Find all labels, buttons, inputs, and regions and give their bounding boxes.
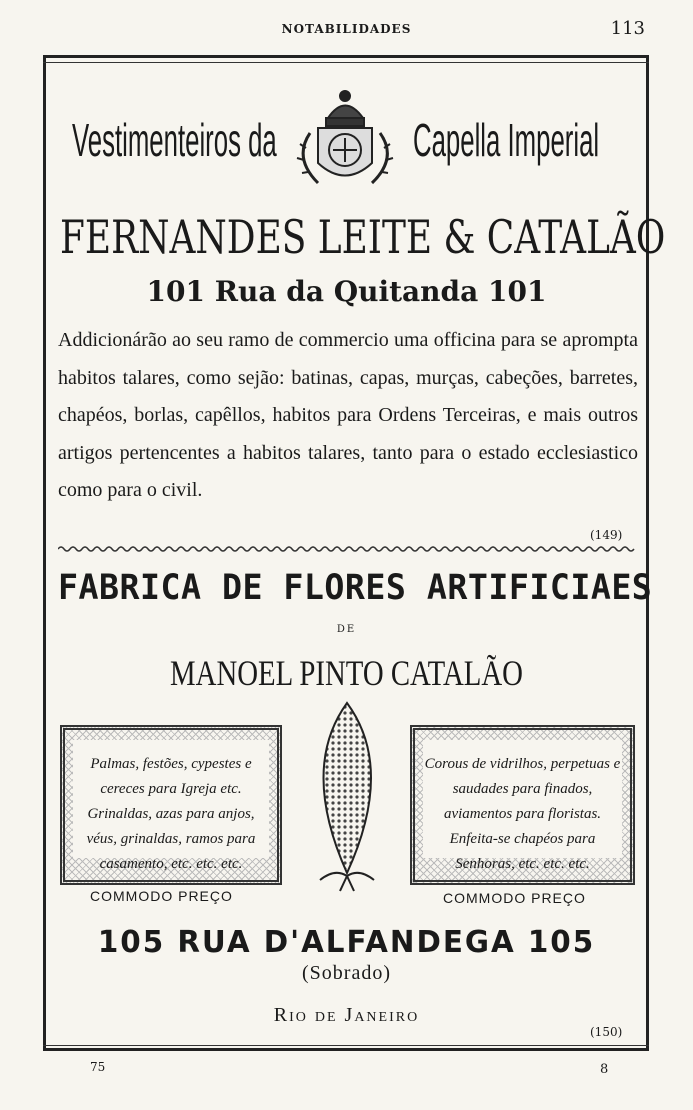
imperial-coat-of-arms-icon <box>288 88 403 198</box>
ad2-sobrado: (Sobrado) <box>302 962 391 984</box>
ad2-heading: FABRICA DE FLORES ARTIFICIAES <box>58 568 653 608</box>
ad2-price-right: COMMODO PREÇO <box>443 890 586 906</box>
frame-inner-rule-bottom <box>43 1045 649 1046</box>
footer-right: 8 <box>600 1062 609 1077</box>
ad1-firm-name: FERNANDES LEITE & CATALÃO <box>60 210 666 264</box>
wavy-divider <box>58 545 636 553</box>
ad2-right-box-inner <box>423 740 622 872</box>
ad2-left-box-inner <box>73 740 269 872</box>
ad2-ref: (150) <box>590 1025 623 1039</box>
ad2-de: DE <box>336 624 357 635</box>
ad2-city: Rio de Janeiro <box>273 1004 420 1026</box>
ad2-price-left: COMMODO PREÇO <box>90 888 233 904</box>
ad1-title-left: Vestimenteiros da <box>72 114 277 166</box>
footer-left: 75 <box>90 1060 106 1074</box>
page-number: 113 <box>610 18 645 39</box>
ad2-address: 105 RUA D'ALFANDEGA 105 <box>97 925 596 960</box>
frame-inner-rule-top <box>43 62 649 63</box>
ad2-left-box <box>60 725 282 885</box>
flower-leaf-ornament-icon <box>300 698 395 893</box>
ad1-body: Addicionárão ao seu ramo de commercio uma officina para se aprompta habitos talares, como sejão: batinas, capas, murças, cabeções, barretes, chapéos, borlas, capêllos, habitos para Ordens Terceiras, e mais outros artigos pertencentes a habitos talares, tanto para o estado ecclesiastico como para o civil. <box>58 329 638 501</box>
ad1-ref: (149) <box>590 528 623 542</box>
ad2-right-box <box>410 725 635 885</box>
ad2-right-box-text: Corous de vidrilhos, perpetuas e saudades para finados, aviamentos para floristas. Enfeita-se chapéos para Senhoras, etc. etc. etc. <box>424 756 621 872</box>
ad1-title-right: Capella Imperial <box>413 114 600 166</box>
ad2-owner: MANOEL PINTO CATALÃO <box>170 653 523 693</box>
ad2-left-box-text: Palmas, festões, cypestes e cereces para Igreja etc. Grinaldas, azas para anjos, véus, grinaldas, ramos para casamento, etc. etc. etc. <box>86 756 256 872</box>
running-title: NOTABILIDADES <box>281 22 412 36</box>
ad1-address: 101 Rua da Quitanda 101 <box>146 275 547 308</box>
